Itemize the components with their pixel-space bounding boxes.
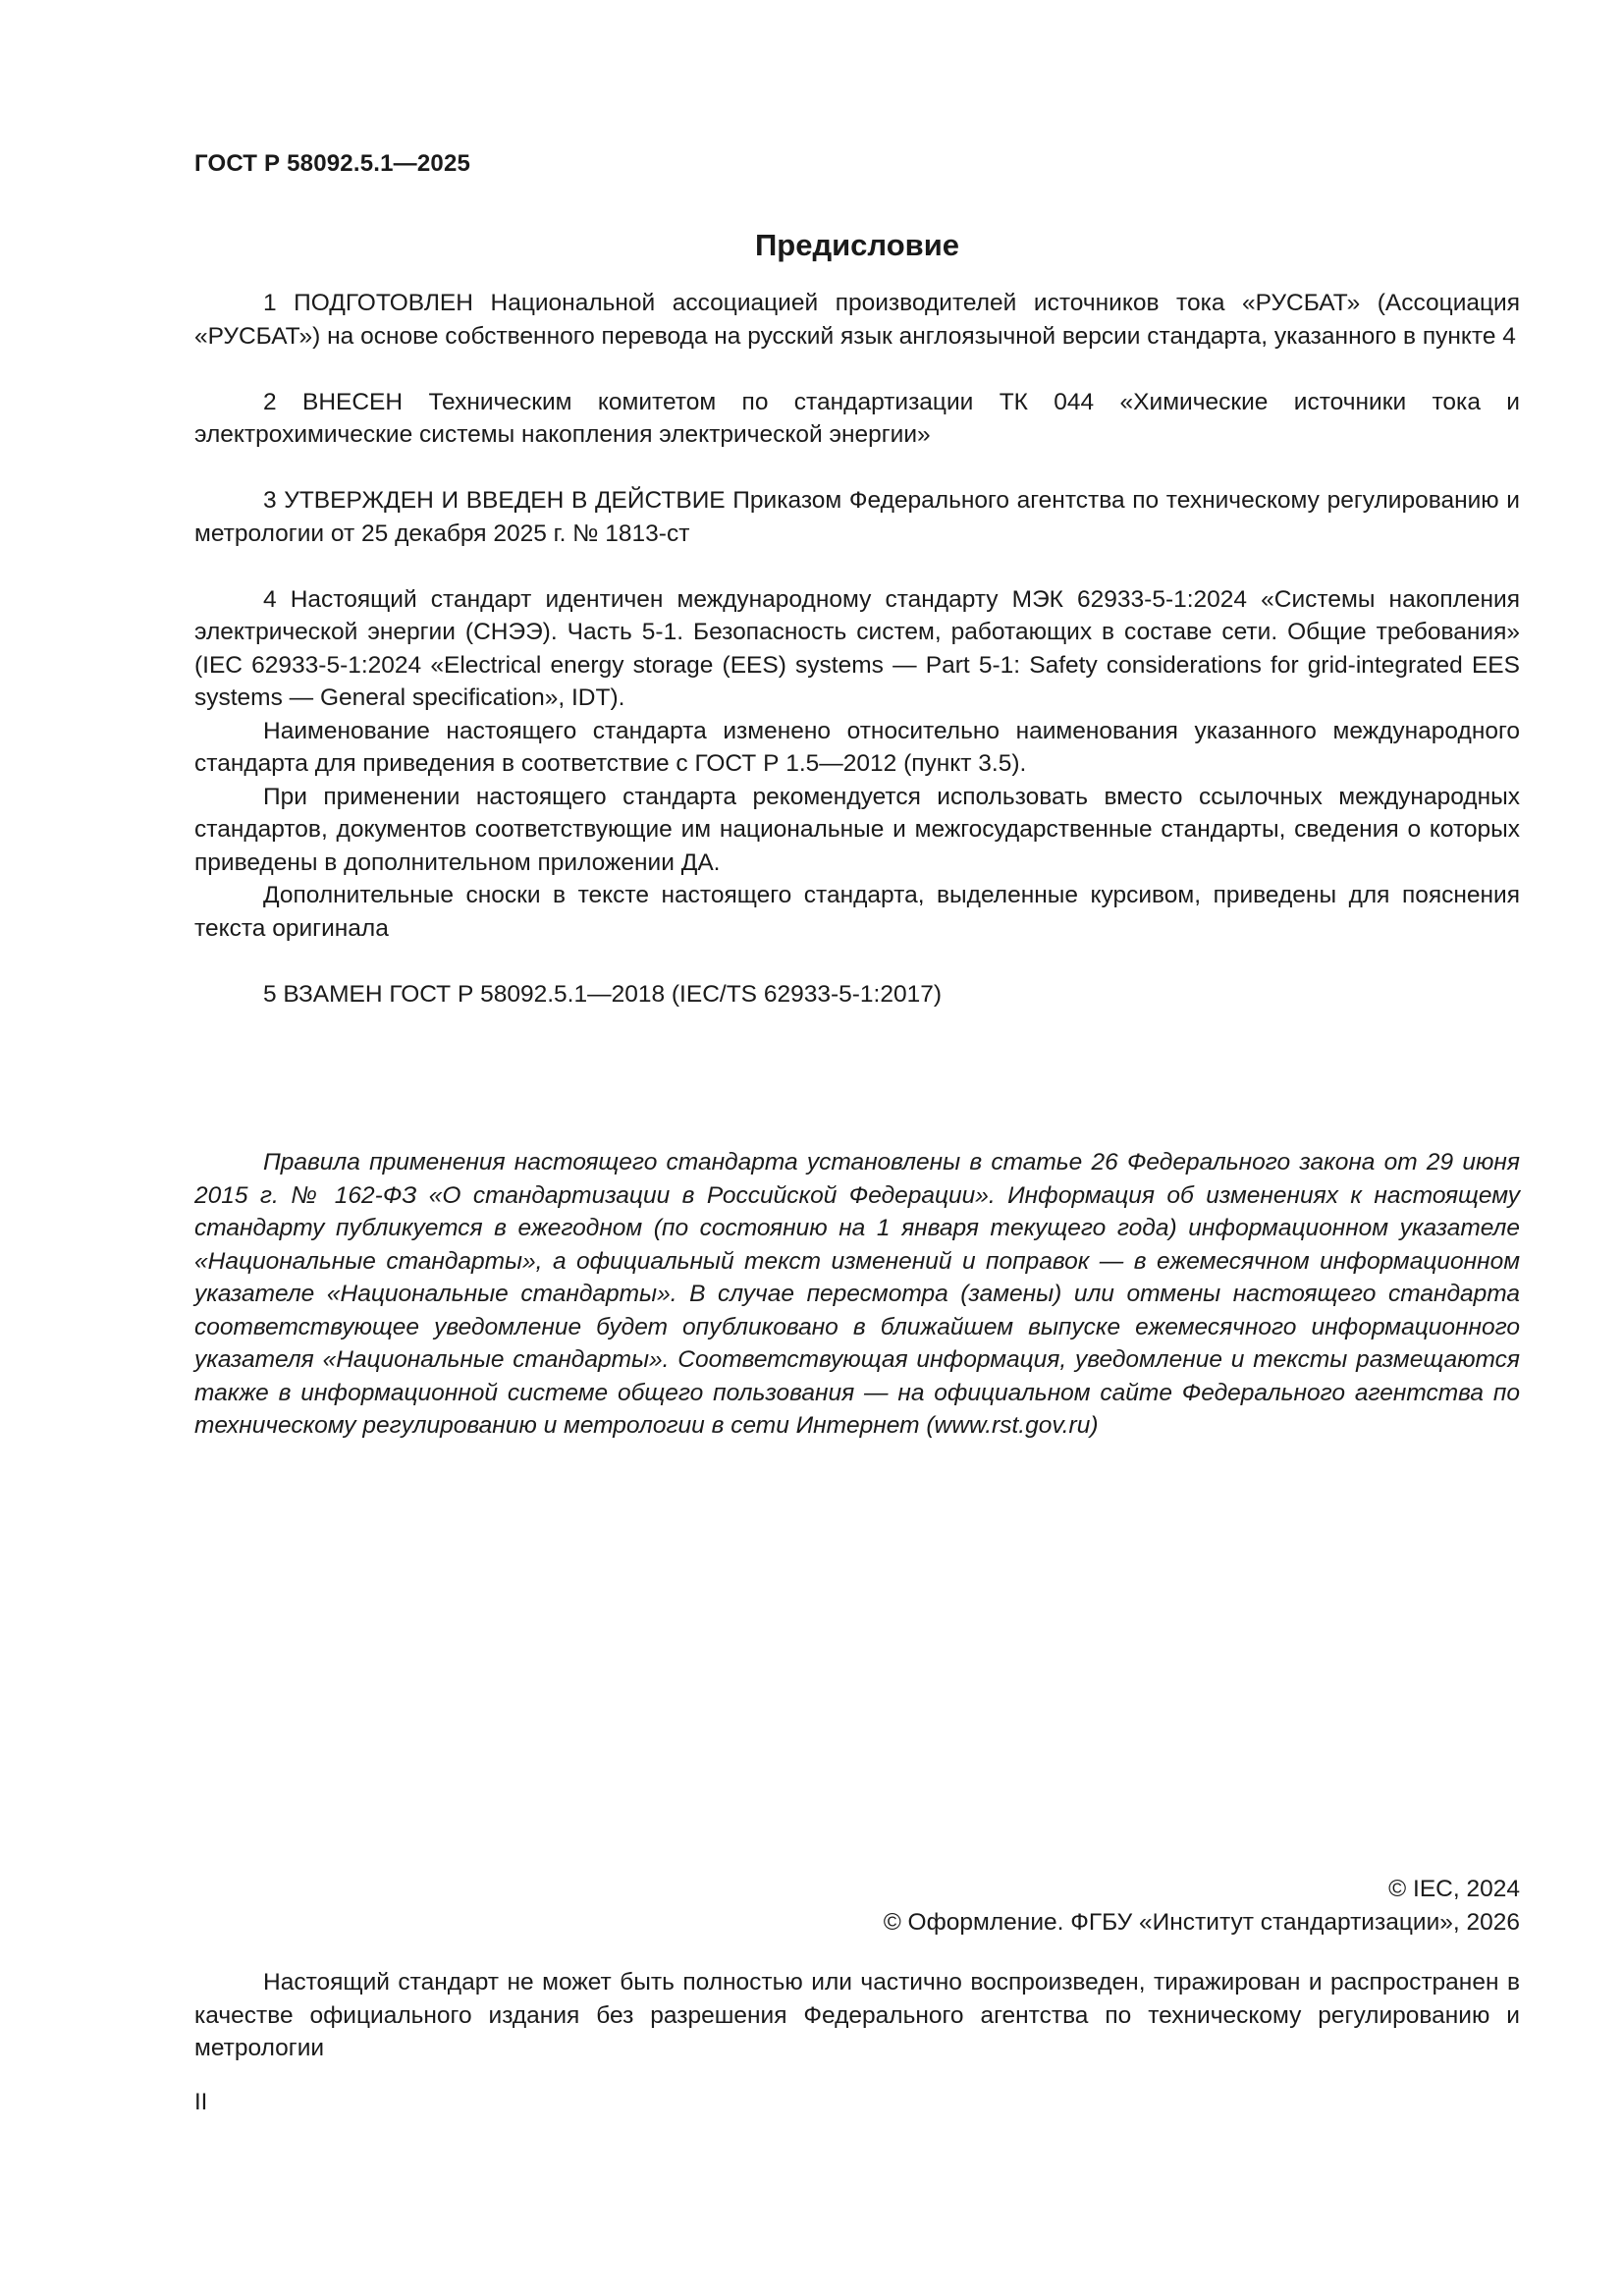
- document-page: [194, 0, 1520, 2296]
- preface-item-2: 2 ВНЕСЕН Техническим комитетом по стандартизации ТК 044 «Химические источники тока и электрохимические системы накопления электрической энергии»: [194, 388, 1520, 448]
- application-rules-notice: Правила применения настоящего стандарта установлены в статье 26 Федерального закона от 29 июня 2015 г. № 162-ФЗ «О стандартизации в Российской Федерации». Информация об изменениях к настоящему стандарту публикуется в ежегодном (по состоянию на 1 января текущего года) информационном указателе «Национальные стандарты», а официальный текст изменений и поправок — в ежемесячном информационном указателе «Национальные стандарты». В случае пересмотра (замены) или отмены настоящего стандарта соответствующее уведомление будет опубликовано в ближайшем выпуске ежемесячного информационного указателя «Национальные стандарты». Соответствующая информация, уведомление и тексты размещаются также в информационной системе общего пользования — на официальном сайте Федерального агентства по техническому регулированию и метрологии в сети Интернет (www.rst.gov.ru): [194, 1149, 1520, 1439]
- preface-item-4-note-title-change: Наименование настоящего стандарта изменено относительно наименования указанного международного стандарта для приведения в соответствие с ГОСТ Р 1.5—2012 (пункт 3.5).: [194, 717, 1520, 777]
- section-title-preface: Предисловие: [754, 228, 959, 262]
- reproduction-rights-notice: Настоящий стандарт не может быть полностью или частично воспроизведен, тиражирован и распространен в качестве официального издания без разрешения Федерального агентства по техническому регулированию и метрологии: [194, 1969, 1520, 2061]
- preface-body: [194, 287, 1520, 1011]
- preface-item-4: 4 Настоящий стандарт идентичен международному стандарту МЭК 62933-5-1:2024 «Системы накопления электрической энергии (СНЭЭ). Часть 5-1. Безопасность систем, работающих в составе сети. Общие требования» (IEC 62933-5-1:2024 «Electrical energy storage (EES) systems — Part 5-1: Safety considerations for grid-integrated EES systems — General specification», IDT).: [194, 585, 1520, 711]
- page-number: II: [194, 2089, 208, 2115]
- preface-item-1: 1 ПОДГОТОВЛЕН Национальной ассоциацией производителей источников тока «РУСБАТ» (Ассоциация «РУСБАТ») на основе собственного перевода на русский язык англоязычной версии стандарта, указанного в пункте 4: [194, 290, 1520, 350]
- preface-item-5: 5 ВЗАМЕН ГОСТ Р 58092.5.1—2018 (IEC/TS 62933-5-1:2017): [263, 980, 942, 1008]
- copyright-design: © Оформление. ФГБУ «Институт стандартизации», 2026: [883, 1909, 1520, 1936]
- copyright-block: [884, 1873, 1520, 1940]
- preface-item-4-note-footnotes: Дополнительные сноски в тексте настоящего стандарта, выделенные курсивом, приведены для пояснения текста оригинала: [194, 882, 1520, 942]
- document-code: ГОСТ Р 58092.5.1—2025: [194, 150, 471, 177]
- copyright-iec: © IEC, 2024: [1388, 1876, 1520, 1902]
- preface-item-4-note-references: При применении настоящего стандарта рекомендуется использовать вместо ссылочных международных стандартов, документов соответствующие им национальные и межгосударственные стандарты, сведения о которых приведены в дополнительном приложении ДА.: [194, 783, 1520, 876]
- preface-item-3: 3 УТВЕРЖДЕН И ВВЕДЕН В ДЕЙСТВИЕ Приказом Федерального агентства по техническому регулированию и метрологии от 25 декабря 2025 г. № 1813-ст: [194, 487, 1520, 547]
